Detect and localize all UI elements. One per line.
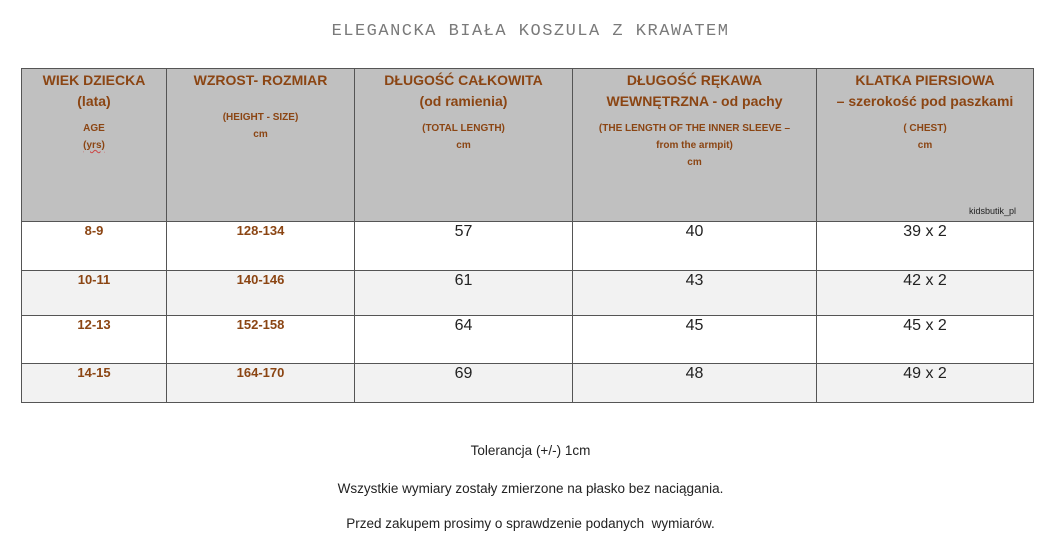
table-header-row xyxy=(22,69,1034,222)
table-row xyxy=(22,364,1034,403)
cell-total-length: 57 xyxy=(355,222,573,271)
header-total-length-note: (od ramienia) xyxy=(419,93,508,109)
header-chest-note: – szerokość pod paszkami xyxy=(836,93,1014,109)
header-chest xyxy=(817,69,1034,222)
header-chest-unit: cm xyxy=(917,140,933,151)
cell-age: 10-11 xyxy=(22,271,167,316)
cell-total-length: 61 xyxy=(355,271,573,316)
header-sleeve xyxy=(573,69,817,222)
header-total-length xyxy=(355,69,573,222)
cell-chest: 49 x 2 xyxy=(817,364,1034,403)
header-age-en: AGE xyxy=(83,123,105,134)
header-age-unit: (lata) xyxy=(77,93,111,109)
header-total-length-en: (TOTAL LENGTH) xyxy=(422,123,505,134)
header-sleeve-unit: cm xyxy=(687,157,702,168)
cell-chest: 42 x 2 xyxy=(817,271,1034,316)
cell-height: 152-158 xyxy=(167,316,355,364)
cell-sleeve: 45 xyxy=(573,316,817,364)
header-chest-title: KLATKA PIERSIOWA xyxy=(855,72,995,88)
cell-sleeve: 40 xyxy=(573,222,817,271)
header-age-en-unit: (yrs) xyxy=(83,140,105,151)
header-height-unit: cm xyxy=(253,129,268,140)
table-row xyxy=(22,316,1034,364)
cell-total-length: 69 xyxy=(355,364,573,403)
header-total-length-unit: cm xyxy=(456,140,471,151)
cell-sleeve: 43 xyxy=(573,271,817,316)
header-age xyxy=(22,69,167,222)
header-age-title: WIEK DZIECKA xyxy=(42,72,146,88)
header-total-length-title: DŁUGOŚĆ CAŁKOWITA xyxy=(384,72,543,88)
note-measured-flat: Wszystkie wymiary zostały zmierzone na płasko bez naciągania. xyxy=(337,481,724,496)
cell-height: 164-170 xyxy=(167,364,355,403)
header-height xyxy=(167,69,355,222)
header-sleeve-en: (THE LENGTH OF THE INNER SLEEVE – xyxy=(598,123,791,134)
header-height-en: (HEIGHT - SIZE) xyxy=(222,112,299,123)
cell-total-length: 64 xyxy=(355,316,573,364)
cell-chest: 39 x 2 xyxy=(817,222,1034,271)
note-check-before-purchase: Przed zakupem prosimy o sprawdzenie podanych wymiarów. xyxy=(346,516,715,531)
header-sleeve-title: DŁUGOŚĆ RĘKAWA xyxy=(626,72,763,88)
size-chart-table xyxy=(21,68,1034,403)
header-chest-en: ( CHEST) xyxy=(903,123,947,134)
cell-age: 14-15 xyxy=(22,364,167,403)
header-sleeve-note: WEWNĘTRZNA - od pachy xyxy=(606,93,783,109)
table-row xyxy=(22,222,1034,271)
page-title: ELEGANCKA BIAŁA KOSZULA Z KRAWATEM xyxy=(331,22,730,41)
cell-sleeve: 48 xyxy=(573,364,817,403)
header-height-title: WZROST- ROZMIAR xyxy=(193,72,328,88)
cell-height: 140-146 xyxy=(167,271,355,316)
note-tolerance: Tolerancja (+/-) 1cm xyxy=(470,443,591,458)
cell-height: 128-134 xyxy=(167,222,355,271)
watermark: kidsbutik_pl xyxy=(968,206,1016,216)
header-sleeve-en-2: from the armpit) xyxy=(656,140,733,151)
cell-chest: 45 x 2 xyxy=(817,316,1034,364)
cell-age: 8-9 xyxy=(22,222,167,271)
table-row xyxy=(22,271,1034,316)
cell-age: 12-13 xyxy=(22,316,167,364)
